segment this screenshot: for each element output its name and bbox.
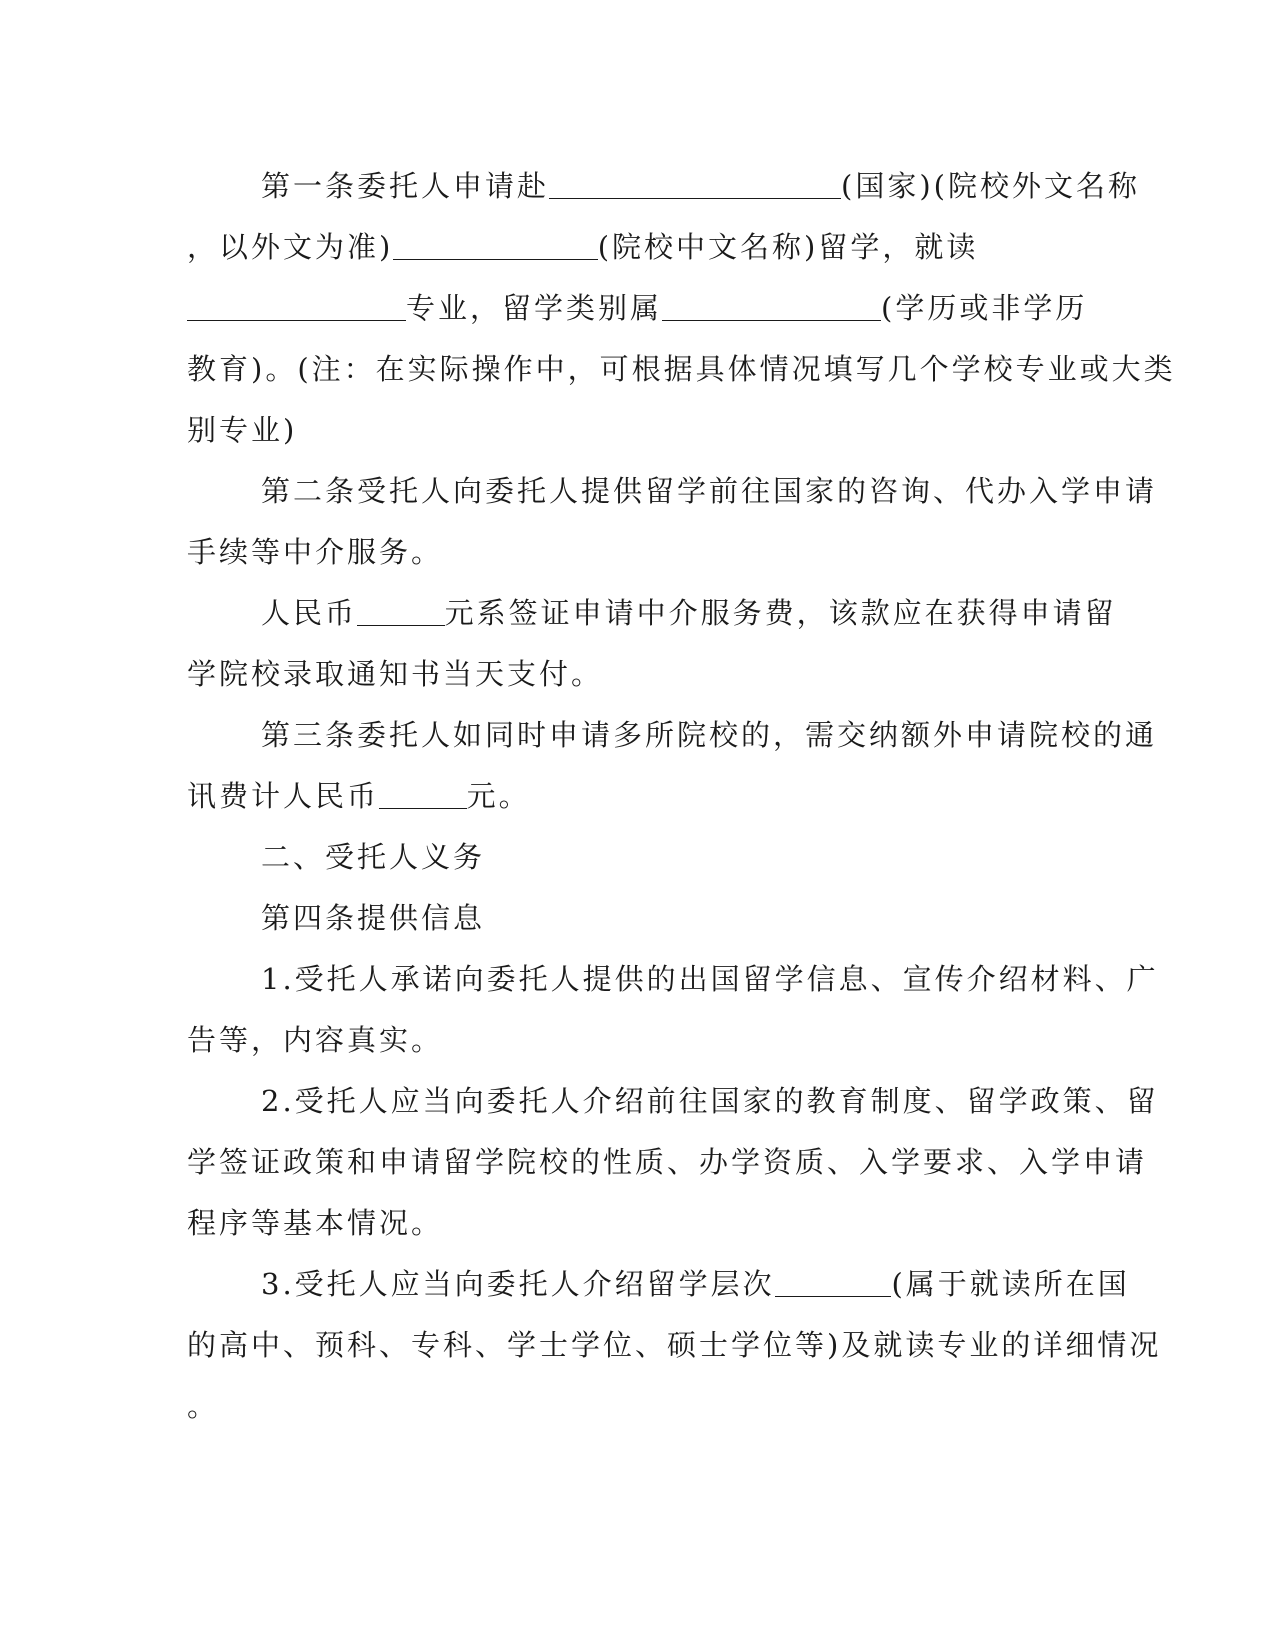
- text-segment: 2.受托人应当向委托人介绍前往国家的教育制度、留学政策、留: [261, 1084, 1159, 1118]
- paragraph: [187, 949, 1159, 1071]
- text-line: [187, 583, 1117, 644]
- text-line: [187, 1315, 1162, 1376]
- paragraph: [187, 705, 1158, 827]
- text-line: [187, 400, 1087, 461]
- fill-in-blank[interactable]: [187, 290, 406, 321]
- text-segment: 3.受托人应当向委托人介绍留学层次: [261, 1267, 775, 1301]
- text-segment: (国家)(院校外文名称: [841, 169, 1140, 203]
- text-segment: 。: [187, 1389, 220, 1423]
- text-segment: (属于就读所在国: [891, 1267, 1130, 1301]
- text-line: [187, 949, 1159, 1010]
- text-line: [187, 1254, 1130, 1315]
- text-line: [187, 766, 1087, 827]
- document-body: [187, 156, 1176, 1437]
- text-line: [187, 644, 1087, 705]
- paragraph: [187, 1071, 1159, 1254]
- text-segment: 人民币: [261, 596, 358, 630]
- text-segment: 第一条委托人申请赴: [261, 169, 550, 203]
- text-segment: 告等，内容真实。: [187, 1023, 444, 1057]
- text-segment: 第二条受托人向委托人提供留学前往国家的咨询、代办入学申请: [261, 474, 1158, 508]
- text-line: [187, 278, 1087, 339]
- paragraph: [187, 827, 1087, 888]
- fill-in-blank[interactable]: [379, 778, 467, 809]
- text-segment: 第四条提供信息: [261, 901, 486, 935]
- text-segment: 二、受托人义务: [261, 840, 486, 874]
- text-segment: 手续等中介服务。: [187, 535, 444, 569]
- text-segment: 程序等基本情况。: [187, 1206, 444, 1240]
- text-line: [187, 1376, 1087, 1437]
- text-line: [187, 1193, 1087, 1254]
- text-segment: (院校中文名称)留学，就读: [597, 230, 979, 264]
- text-segment: (学历或非学历: [881, 291, 1088, 325]
- text-line: [187, 461, 1158, 522]
- fill-in-blank[interactable]: [662, 290, 881, 321]
- text-line: [187, 705, 1158, 766]
- text-line: [187, 1132, 1148, 1193]
- text-segment: 别专业): [187, 413, 298, 447]
- paragraph: [187, 583, 1117, 705]
- fill-in-blank[interactable]: [357, 595, 445, 626]
- text-segment: 元。: [466, 779, 531, 813]
- fill-in-blank[interactable]: [775, 1266, 892, 1297]
- text-segment: 元系签证申请中介服务费，该款应在获得申请留: [444, 596, 1117, 630]
- text-segment: 1.受托人承诺向委托人提供的出国留学信息、宣传介绍材料、广: [261, 962, 1159, 996]
- text-line: [187, 888, 1087, 949]
- paragraph: [187, 1254, 1162, 1437]
- text-line: [187, 1010, 1087, 1071]
- text-line: [187, 827, 1087, 888]
- fill-in-blank[interactable]: [549, 168, 841, 199]
- text-line: [187, 339, 1176, 400]
- text-segment: ，以外文为准): [187, 230, 394, 264]
- text-segment: 讯费计人民币: [187, 779, 380, 813]
- text-segment: 学院校录取通知书当天支付。: [187, 657, 604, 691]
- text-segment: 教育)。(注：在实际操作中，可根据具体情况填写几个学校专业或大类: [187, 352, 1176, 386]
- paragraph: [187, 461, 1158, 583]
- text-segment: 的高中、预科、专科、学士学位、硕士学位等)及就读专业的详细情况: [187, 1328, 1162, 1362]
- text-line: [187, 156, 1140, 217]
- text-line: [187, 1071, 1159, 1132]
- fill-in-blank[interactable]: [393, 229, 597, 260]
- text-segment: 专业，留学类别属: [406, 291, 663, 325]
- text-line: [187, 217, 1087, 278]
- paragraph: [187, 156, 1176, 461]
- text-line: [187, 522, 1087, 583]
- text-segment: 学签证政策和申请留学院校的性质、办学资质、入学要求、入学申请: [187, 1145, 1148, 1179]
- text-segment: 第三条委托人如同时申请多所院校的，需交纳额外申请院校的通: [261, 718, 1158, 752]
- paragraph: [187, 888, 1087, 949]
